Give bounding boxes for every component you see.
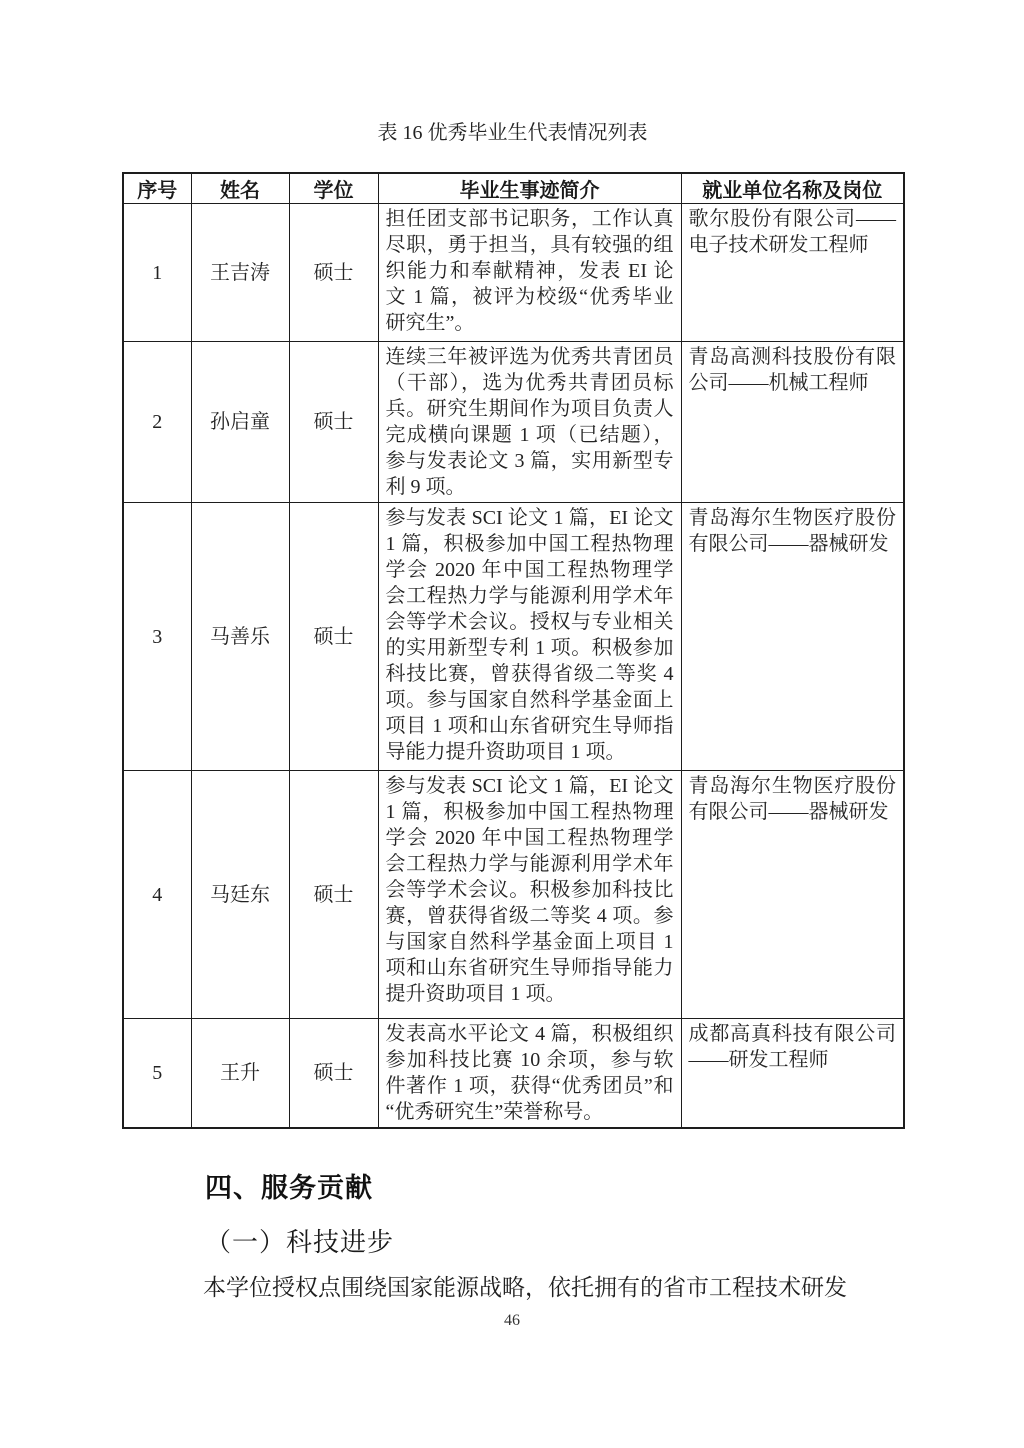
table-row — [123, 771, 904, 1019]
cell-degree: 硕士 — [289, 503, 378, 771]
cell-degree: 硕士 — [289, 204, 378, 342]
page-number: 46 — [504, 1312, 520, 1329]
cell-employer: 歌尔股份有限公司——电子技术研发工程师 — [681, 204, 904, 342]
cell-name: 王升 — [191, 1019, 289, 1129]
cell-deeds: 发表高水平论文 4 篇，积极组织参加科技比赛 10 余项，参与软件著作 1 项，获得“优秀团员”和“优秀研究生”荣誉称号。 — [378, 1019, 681, 1129]
cell-degree: 硕士 — [289, 771, 378, 1019]
cell-name: 王吉涛 — [191, 204, 289, 342]
cell-employer: 青岛海尔生物医疗股份有限公司——器械研发 — [681, 503, 904, 771]
table-header-row — [123, 173, 904, 204]
table-row — [123, 342, 904, 503]
header-employer: 就业单位名称及岗位 — [681, 173, 904, 204]
header-no: 序号 — [123, 173, 191, 204]
cell-employer: 青岛海尔生物医疗股份有限公司——器械研发 — [681, 771, 904, 1019]
cell-deeds: 连续三年被评选为优秀共青团员（干部），选为优秀共青团员标兵。研究生期间作为项目负责人完成横向课题 1 项（已结题），参与发表论文 3 篇，实用新型专利 9 项。 — [378, 342, 681, 503]
cell-no: 1 — [123, 204, 191, 342]
cell-name: 马善乐 — [191, 503, 289, 771]
cell-deeds: 担任团支部书记职务，工作认真尽职，勇于担当，具有较强的组织能力和奉献精神，发表 EI 论文 1 篇，被评为校级“优秀毕业研究生”。 — [378, 204, 681, 342]
cell-name: 孙启童 — [191, 342, 289, 503]
cell-degree: 硕士 — [289, 342, 378, 503]
table-row — [123, 1019, 904, 1129]
cell-no: 5 — [123, 1019, 191, 1129]
header-degree: 学位 — [289, 173, 378, 204]
body-paragraph: 本学位授权点围绕国家能源战略，依托拥有的省市工程技术研发 — [203, 1275, 847, 1300]
cell-deeds: 参与发表 SCI 论文 1 篇，EI 论文 1 篇，积极参加中国工程热物理学会 2020 年中国工程热物理学会工程热力学与能源利用学术年会等学术会议。授权与专业相关的实用新型专利 1 项。积极参加科技比赛，曾获得省级二等奖 4 项。参与国家自然科学基金面上项目 1 项和山东省研究生导师指导能力提升资助项目 1 项。 — [378, 503, 681, 771]
cell-no: 3 — [123, 503, 191, 771]
header-name: 姓名 — [191, 173, 289, 204]
cell-no: 4 — [123, 771, 191, 1019]
outstanding-graduates-table — [122, 172, 905, 1129]
table-body — [123, 204, 904, 1129]
cell-employer: 青岛高测科技股份有限公司——机械工程师 — [681, 342, 904, 503]
table-row — [123, 503, 904, 771]
cell-no: 2 — [123, 342, 191, 503]
header-deeds: 毕业生事迹简介 — [378, 173, 681, 204]
table-row — [123, 204, 904, 342]
subsection-heading: （一）科技进步 — [205, 1228, 395, 1257]
cell-deeds: 参与发表 SCI 论文 1 篇，EI 论文 1 篇，积极参加中国工程热物理学会 2020 年中国工程热物理学会工程热力学与能源利用学术年会等学术会议。积极参加科技比赛，曾获得省级二等奖 4 项。参与国家自然科学基金面上项目 1 项和山东省研究生导师指导能力提升资助项目 1 项。 — [378, 771, 681, 1019]
cell-name: 马廷东 — [191, 771, 289, 1019]
section-heading: 四、服务贡献 — [205, 1173, 373, 1203]
table-title: 表 16 优秀毕业生代表情况列表 — [377, 122, 648, 144]
cell-employer: 成都高真科技有限公司——研发工程师 — [681, 1019, 904, 1129]
cell-degree: 硕士 — [289, 1019, 378, 1129]
